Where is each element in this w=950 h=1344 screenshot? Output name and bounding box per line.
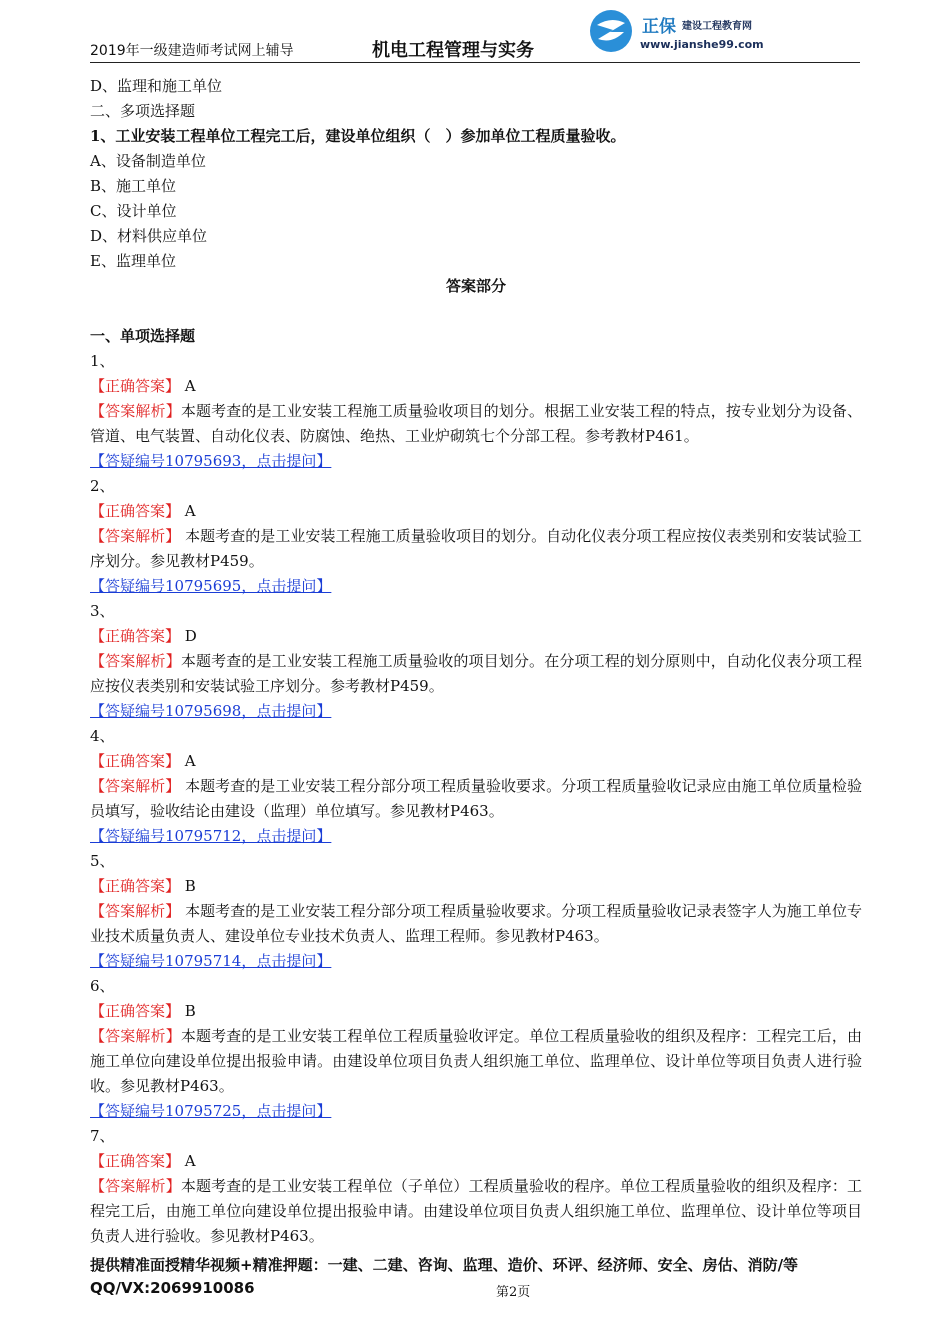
correct-answer xyxy=(90,624,862,649)
correct-answer-label: 【正确答案】 xyxy=(90,1002,181,1020)
logo-sub-text: 建设工程教育网 xyxy=(682,21,752,32)
page-number: 第2页 xyxy=(496,1285,531,1300)
answer-number: 5、 xyxy=(90,852,115,870)
prev-option: D、监理和施工单位 xyxy=(90,77,223,95)
correct-answer-label: 【正确答案】 xyxy=(90,627,181,645)
correct-answer-label: 【正确答案】 xyxy=(90,877,181,895)
logo-mark-icon xyxy=(588,8,634,54)
analysis-label: 【答案解析】 xyxy=(90,902,181,920)
correct-answer-label: 【正确答案】 xyxy=(90,1152,181,1170)
answer-analysis xyxy=(90,899,862,949)
correct-answer-label: 【正确答案】 xyxy=(90,752,181,770)
answer-analysis xyxy=(90,649,862,699)
analysis-text: 本题考查的是工业安装工程施工质量验收的项目划分。在分项工程的划分原则中，自动化仪表分项工程应按仪表类别和安装试验工序划分。参考教材P459。 xyxy=(90,652,862,695)
ask-question-link[interactable]: 【答疑编号10795712，点击提问】 xyxy=(90,827,332,845)
correct-answer xyxy=(90,499,862,524)
ask-question-link[interactable]: 【答疑编号10795714，点击提问】 xyxy=(90,952,332,970)
analysis-label: 【答案解析】 xyxy=(90,652,181,670)
answer-number: 6、 xyxy=(90,977,115,995)
correct-answer-value: B xyxy=(184,1002,196,1020)
analysis-label: 【答案解析】 xyxy=(90,527,181,545)
header-subject-title: 机电工程管理与实务 xyxy=(372,40,534,61)
ask-question-link[interactable]: 【答疑编号10795698，点击提问】 xyxy=(90,702,332,720)
analysis-text: 本题考查的是工业安装工程分部分项工程质量验收要求。分项工程质量验收记录表签字人为施工单位专业技术质量负责人、建设单位专业技术负责人、监理工程师。参见教材P463。 xyxy=(90,902,862,945)
correct-answer-value: D xyxy=(184,627,197,645)
correct-answer-label: 【正确答案】 xyxy=(90,502,181,520)
analysis-label: 【答案解析】 xyxy=(90,777,181,795)
ask-question-link[interactable]: 【答疑编号10795725，点击提问】 xyxy=(90,1102,332,1120)
answer-number: 7、 xyxy=(90,1127,115,1145)
question-1: 1、工业安装工程单位工程完工后，建设单位组织（ ）参加单位工程质量验收。 xyxy=(90,127,626,145)
answer-number: 4、 xyxy=(90,727,115,745)
answer-number: 3、 xyxy=(90,602,115,620)
analysis-label: 【答案解析】 xyxy=(90,1177,181,1195)
correct-answer xyxy=(90,874,862,899)
analysis-text: 本题考查的是工业安装工程单位（子单位）工程质量验收的程序。单位工程质量验收的组织及程序：工程完工后，由施工单位向建设单位提出报验申请。由建设单位项目负责人组织施工单位、监理单位、设计单位等项目负责人进行验收。参见教材P463。 xyxy=(90,1177,862,1245)
analysis-label: 【答案解析】 xyxy=(90,402,181,420)
answer-number: 1、 xyxy=(90,352,115,370)
page-header xyxy=(90,0,860,63)
correct-answer xyxy=(90,374,862,399)
answer-analysis xyxy=(90,399,862,449)
answer-analysis xyxy=(90,774,862,824)
correct-answer-label: 【正确答案】 xyxy=(90,377,181,395)
brand-logo[interactable] xyxy=(588,4,788,58)
correct-answer-value: B xyxy=(184,877,196,895)
correct-answer-value: A xyxy=(184,377,196,395)
answer-analysis xyxy=(90,1174,862,1249)
footer-slogan: 提供精准面授精华视频+精准押题：一建、二建、咨询、监理、造价、环评、经济师、安全、房估、消防/等 xyxy=(90,1256,799,1274)
section-multiple-choice: 二、多项选择题 xyxy=(90,102,196,120)
ask-question-link[interactable]: 【答疑编号10795693，点击提问】 xyxy=(90,452,332,470)
page-content xyxy=(90,74,862,1249)
analysis-text: 本题考查的是工业安装工程分部分项工程质量验收要求。分项工程质量验收记录应由施工单位质量检验员填写，验收结论由建设（监理）单位填写。参见教材P463。 xyxy=(90,777,862,820)
analysis-text: 本题考查的是工业安装工程施工质量验收项目的划分。自动化仪表分项工程应按仪表类别和安装试验工序划分。参见教材P459。 xyxy=(90,527,862,570)
header-exam-title: 2019年一级建造师考试网上辅导 xyxy=(90,43,294,59)
logo-brand-text: 正保 xyxy=(642,17,676,37)
correct-answer xyxy=(90,1149,862,1174)
analysis-text: 本题考查的是工业安装工程施工质量验收项目的划分。根据工业安装工程的特点，按专业划分为设备、管道、电气装置、自动化仪表、防腐蚀、绝热、工业炉砌筑七个分部工程。参考教材P461。 xyxy=(90,402,862,445)
answer-list xyxy=(90,349,862,1249)
correct-answer-value: A xyxy=(184,752,196,770)
correct-answer-value: A xyxy=(184,502,196,520)
option-item: E、监理单位 xyxy=(90,252,176,270)
answers-title: 答案部分 xyxy=(445,277,506,295)
footer-contact: QQ/VX:2069910086 xyxy=(90,1279,255,1297)
correct-answer xyxy=(90,999,862,1024)
answer-number: 2、 xyxy=(90,477,115,495)
analysis-label: 【答案解析】 xyxy=(90,1027,181,1045)
option-item: B、施工单位 xyxy=(90,177,177,195)
answer-analysis xyxy=(90,1024,862,1099)
option-item: C、设计单位 xyxy=(90,202,177,220)
answer-analysis xyxy=(90,524,862,574)
correct-answer-value: A xyxy=(184,1152,196,1170)
analysis-text: 本题考查的是工业安装工程单位工程质量验收评定。单位工程质量验收的组织及程序：工程完工后，由施工单位向建设单位提出报验申请。由建设单位项目负责人组织施工单位、监理单位、设计单位等项目负责人进行验收。参见教材P463。 xyxy=(90,1027,862,1095)
option-item: A、设备制造单位 xyxy=(90,152,206,170)
option-item: D、材料供应单位 xyxy=(90,227,208,245)
ask-question-link[interactable]: 【答疑编号10795695，点击提问】 xyxy=(90,577,332,595)
section-single-choice: 一、单项选择题 xyxy=(90,327,196,345)
logo-url-text: www.jianshe99.com xyxy=(640,38,764,51)
correct-answer xyxy=(90,749,862,774)
